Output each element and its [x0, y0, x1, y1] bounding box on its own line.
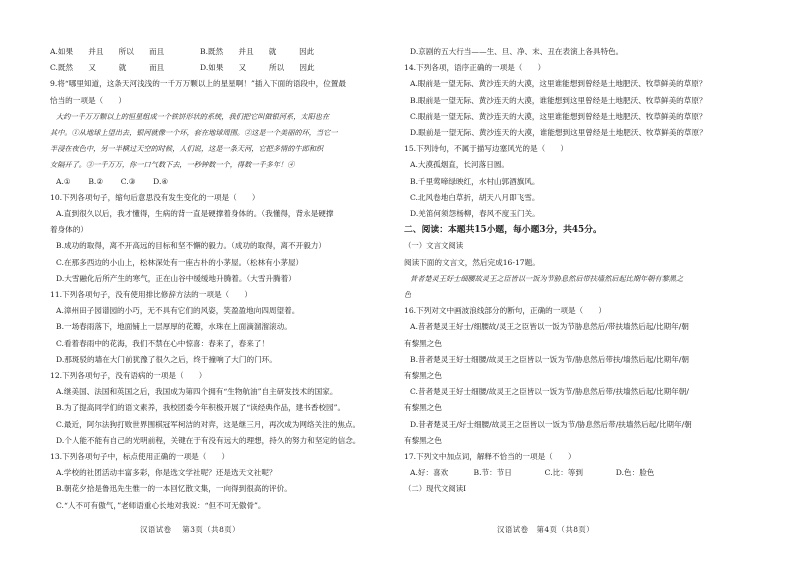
q16-stem: 16.下列对文中画波浪线部分的断句，正确的一项是（ ） [404, 306, 606, 316]
q16-line-6: 有黎黑之色 [404, 403, 442, 413]
classical-passage-2: 色 [404, 290, 412, 300]
q17-option-b: B.节：节日 [473, 468, 512, 478]
subsection-modern: （二）现代文阅读Ⅰ [404, 484, 467, 494]
q9-passage-2: 其中。①从地球上望出去，银河就像一个环，套在地球周围。②这是一个美丽的环，当它一 [50, 128, 338, 138]
q15-line-1: A.大漠孤烟直，长河落日圆。 [410, 160, 510, 170]
q11-line-1: A.漳州田子园谱园的小巧，无不具有它们的风姿，笑盈盈地向四周望着。 [56, 306, 300, 316]
right-page [404, 44, 784, 498]
q9-options [50, 174, 430, 190]
q10-line-1: A.直到很久以后，我才懂得，生病的背一直是硬撑着身体的。（我懂得，背永是硬撑 [56, 209, 334, 219]
q15-line-3: C.北风卷地白草折，胡天八月即飞雪。 [410, 192, 540, 202]
q14-line-4: D.眼前是一望无际、黄沙连天的大漠，谁能想到这里曾经是土地肥沃、牧草鲜美的草原？ [410, 128, 707, 138]
q11-line-2: B.一场春雨落下，地面铺上一层厚厚的花瓣，水珠在上面滴溜溜滚动。 [56, 322, 292, 332]
q9-option-a: A.① [56, 176, 71, 186]
q12-stem: 12.下列各项句子，没有语病的一项是（ ） [50, 371, 207, 381]
q12-line-1: A.继美国、法国和英国之后，我国成为第四个拥有“生物航油”自主研发技术的国家。 [56, 387, 338, 397]
q17-option-c: C.比：等到 [544, 468, 583, 478]
q9-passage-4: 女隔开了。③一千万万，你一口气数下去，一秒钟数一个，得数一千多年！④ [50, 160, 295, 170]
q10-stem: 10.下列各项句子，缩句后意思没有发生变化的一项是（ ） [50, 192, 260, 202]
left-page [50, 44, 430, 514]
q11-line-4: D.那斑驳的墙在大门前犹豫了很久之后，终于撞响了大门的门环。 [56, 354, 277, 364]
q8-option-d: D.如果 又 所以 因此 [200, 63, 315, 73]
page-footer-right: 汉语试卷 第4页（共8页） [497, 525, 595, 534]
q13-line-3: C.“人不可有傲气，”老师语重心长地对我说：“但不可无傲骨”。 [56, 500, 266, 510]
q12-line-4: D.个人能不能有自己的光明前程，关键在于有没有远大的理想，持久的努力和坚定的信念。 [56, 435, 361, 445]
q16-line-8: 有黎黑之色 [404, 435, 442, 445]
section-heading: 二、阅读：本题共15小题，每小题3分，共45分。 [404, 225, 602, 236]
q14-stem: 14.下列各项，语序正确的一项是（ ） [404, 63, 546, 73]
q16-line-5: C.昔者楚灵王好士细腰/故灵王之臣皆以一饭为节/胁息然后带/扶墙然后起/比期年朝/ [410, 387, 689, 397]
q8-option-b: B.既然 并且 就 因此 [200, 47, 315, 56]
q16-line-4: 有黎黑之色 [404, 371, 442, 381]
q17-stem: 17.下列文中加点词，解释不恰当的一项是（ ） [404, 452, 576, 462]
q17-option-d: D.色：脸色 [615, 468, 655, 478]
q9-stem-1: 9.将“哪里知道，这条天河浅浅的一千万万颗以上的星星啊！”插入下面的语段中，位置最 [50, 79, 346, 89]
page-footer-left: 汉语试卷 第3页（共8页） [140, 525, 241, 534]
q13-line-2: B.朝花夕拾是鲁迅先生惟一的一本回忆散文集，一向得到很高的评价。 [56, 484, 292, 494]
q9-option-b: B.② [88, 176, 104, 186]
q17-option-a: A.好：喜欢 [410, 468, 449, 478]
q11-line-3: C.看着春雨中的花海，我们不禁在心中惊喜：春来了，春来了！ [56, 338, 269, 348]
q16-line-1: A.昔者楚灵王好士/细腰故/灵王之臣皆以一饭为节胁息然后/带扶墙然后起/比期年/朝 [410, 322, 689, 332]
q15-stem: 15.下列诗句，不属于描写边塞风光的是（ ） [404, 144, 568, 154]
q10-line-2: 着身体的） [50, 225, 88, 235]
q11-stem: 11.下列各项句子，没有使用排比修辞方法的一项是（ ） [50, 290, 252, 300]
q16-line-7: D.昔者楚灵王/好士细腰/故灵王之臣皆以一饭为节/胁息然后带/扶墙然后起/比期年/朝 [410, 419, 692, 429]
q8-option-c: C.既然 又 就 而且 [50, 63, 165, 73]
q10-line-4: C.在那多西边的小山上，松林深处有一座古朴的小茅屋。（松林有小茅屋） [56, 257, 304, 267]
q9-passage-1: 大约一千万万颗以上的恒星组成一个铁饼形状的系统，我们把它叫做银河系，太阳也在 [56, 111, 330, 121]
q14-line-3: C.眼前是一望无际、黄沙连天的大漠，这里谁能想到曾经是土地肥沃、牧草鲜美的草原？ [410, 111, 707, 121]
q16-line-3: B.昔者楚灵王好士细腰/故灵王之臣皆以一饭为节/胁息然后带扶/墙然后起/比期年/朝 [410, 354, 689, 364]
q12-line-3: C.最近，阿尔法狗打败世界围棋冠军柯洁的对弈，这是继三月，再次成为网络关注的焦点。 [56, 419, 361, 429]
q9-passage-3: 半浸在夜色中，另一半横过天空的时候，人们说，这是一条天河，它把多情的牛郎和织 [50, 144, 324, 154]
reading-instructions: 阅读下面的文言文，然后完成16-17题。 [404, 257, 540, 267]
subsection-classical: （一）文言文阅读 [404, 241, 464, 251]
q9-option-d: D.④ [153, 176, 169, 186]
classical-passage-1: 昔者楚灵王好士细腰故灵王之臣皆以一饭为节胁息然后带扶墙然后起比期年朝有黎黑之 [410, 273, 684, 283]
q9-option-c: C.③ [120, 176, 136, 186]
q12-line-2: B.为了提高同学们的语文素养，我校团委今年积极开展了“读经典作品，建书香校园”。 [56, 403, 346, 413]
q13-line-4: D.京剧的五大行当——生、旦、净、末、丑在表演上各具特色。 [410, 47, 624, 56]
q10-line-3: B.成功的取得，离不开高远的目标和坚不懈的毅力。（成功的取得，离不开毅力） [56, 241, 326, 251]
q15-line-4: D.羌笛何须怨杨柳，春风不度玉门关。 [410, 209, 540, 219]
q10-line-5: D.大雪融化后所产生的寒气，正在山谷中缓缓地升腾着。（大雪升腾着） [56, 273, 296, 283]
q15-line-2: B.千里莺啼绿映红，水村山郭酒旗风。 [410, 176, 540, 186]
q16-line-2: 有黎黑之色 [404, 338, 442, 348]
q8-option-a: A.如果 并且 所以 而且 [50, 47, 165, 56]
q13-stem: 13.下列各项句子中，标点使用正确的一项是（ ） [50, 452, 230, 462]
q14-line-2: B.眼前是一望无际、黄沙连天的大漠，谁能想到这里曾经是土地肥沃、牧草鲜美的草原？ [410, 95, 707, 105]
q9-stem-2: 恰当的一项是（ ） [50, 95, 126, 105]
q13-line-1: A.学校的社团活动丰富多彩，你是选文学社呢？还是选天文社呢？ [56, 468, 277, 478]
q8-options [50, 44, 430, 76]
q17-options [404, 465, 784, 481]
q14-line-1: A.眼前是一望无际、黄沙连天的大漠，这里谁能想到曾经是土地肥沃、牧草鲜美的草原？ [410, 79, 707, 89]
